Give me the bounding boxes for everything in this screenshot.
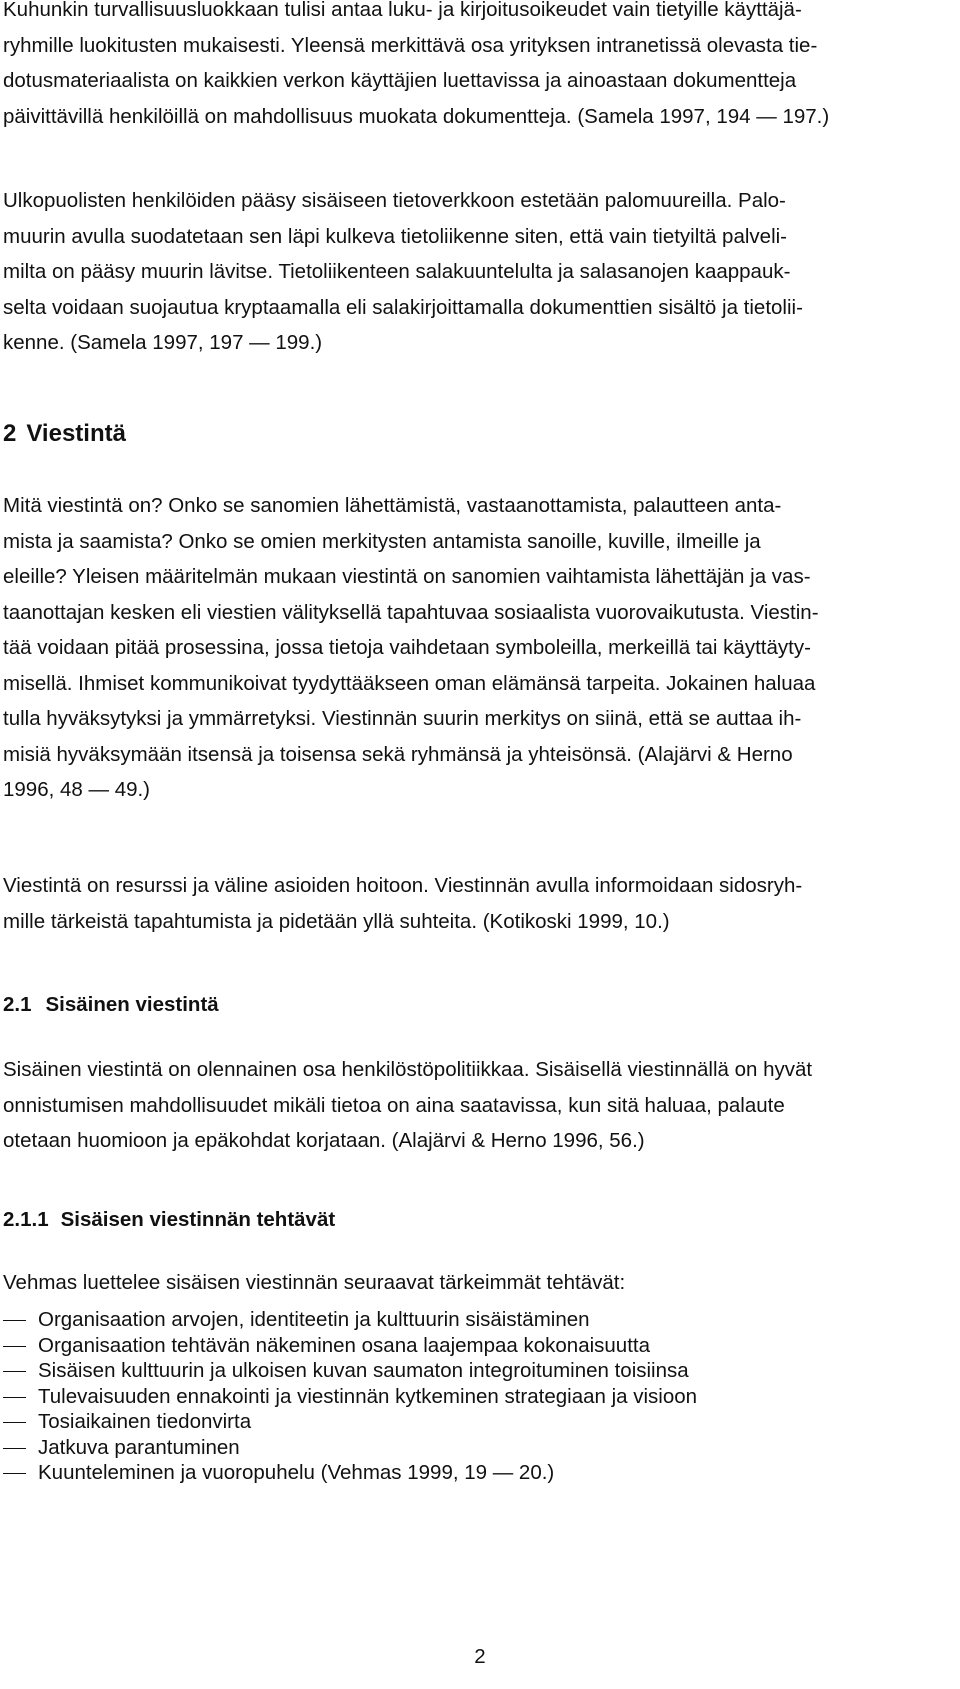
list-item [3, 1307, 697, 1333]
list-item-text: Organisaation tehtävän näkeminen osana laajempaa kokonaisuutta [38, 1333, 650, 1357]
heading-number: 2 [3, 420, 17, 447]
heading-text: Viestintä [26, 420, 126, 447]
section-heading-viestinta [3, 420, 126, 448]
text-line: muurin avulla suodatetaan sen läpi kulkeva tietoliikenne siten, että vain tietyiltä palveli- [3, 224, 788, 248]
paragraph-firewalls [3, 183, 883, 361]
text-line: selta voidaan suojautua kryptaamalla eli salakirjoittamalla dokumenttien sisältö ja tietolii- [3, 295, 803, 319]
list-item-text: Kuunteleminen ja vuoropuhelu (Vehmas 1999, 19 — 20.) [38, 1461, 555, 1484]
text-line: tää voidaan pitää prosessina, jossa tietoja vaihdetaan symboleilla, merkeillä tai käyttäyty- [3, 636, 811, 659]
text-line: Sisäinen viestintä on olennainen osa henkilöstöpolitiikkaa. Sisäisellä viestinnällä on hyvät [3, 1058, 813, 1081]
paragraph-internal-communication [3, 1052, 883, 1159]
text-line: Viestintä on resurssi ja väline asioiden hoitoon. Viestinnän avulla informoidaan sidosryh- [3, 874, 803, 897]
list-item-text: Organisaation arvojen, identiteetin ja kulttuurin sisäistäminen [38, 1308, 590, 1331]
text-line: Ulkopuolisten henkilöiden pääsy sisäiseen tietoverkkoon estetään palomuureilla. Palo- [3, 189, 786, 212]
text-line: otetaan huomioon ja epäkohdat korjataan. (Alajärvi & Herno 1996, 56.) [3, 1129, 645, 1152]
heading-text: Sisäisen viestinnän tehtävät [60, 1208, 336, 1231]
dash-bullet-icon [3, 1397, 26, 1398]
list-item [3, 1435, 697, 1461]
text-line: Mitä viestintä on? Onko se sanomien lähettämistä, vastaanottamista, palautteen anta- [3, 494, 782, 517]
text-line: taanottajan kesken eli viestien välityksellä tapahtuvaa sosiaalista vuorovaikutusta. Viestin- [3, 600, 819, 624]
heading-number: 2.1.1 [3, 1208, 49, 1231]
dash-bullet-icon [3, 1371, 26, 1372]
text-line: misellä. Ihmiset kommunikoivat tyydyttääkseen oman elämänsä tarpeita. Jokainen haluaa [3, 671, 816, 695]
paragraph-access-rights [3, 0, 883, 134]
text-line: onnistumisen mahdollisuudet mikäli tietoa on aina saatavissa, kun sitä haluaa, palaute [3, 1093, 785, 1117]
text-line: kenne. (Samela 1997, 197 — 199.) [3, 331, 323, 354]
dash-bullet-icon [3, 1473, 26, 1474]
text-line: eleille? Yleisen määritelmän mukaan viestintä on sanomien vaihtamista lähettäjän ja vas- [3, 565, 811, 588]
list-item [3, 1358, 697, 1384]
text-line: Vehmas luettelee sisäisen viestinnän seuraavat tärkeimmät tehtävät: [3, 1271, 626, 1294]
text-line: mille tärkeistä tapahtumista ja pidetään yllä suhteita. (Kotikoski 1999, 10.) [3, 909, 670, 933]
text-line: misiä hyväksymään itsensä ja toisensa sekä ryhmänsä ja yhteisönsä. (Alajärvi & Herno [3, 742, 793, 766]
text-line: päivittävillä henkilöillä on mahdollisuus muokata dokumentteja. (Samela 1997, 194 — 197.) [3, 104, 830, 128]
paragraph-list-intro [3, 1265, 883, 1301]
text-line: 1996, 48 — 49.) [3, 778, 151, 801]
list-item [3, 1460, 697, 1486]
subsection-heading-sisainen-viestinta [3, 993, 219, 1017]
list-item-text: Jatkuva parantuminen [38, 1435, 240, 1459]
paragraph-communication-resource [3, 868, 883, 939]
dash-bullet-icon [3, 1422, 26, 1423]
tasks-list [3, 1307, 697, 1486]
text-line: milta on pääsy muurin lävitse. Tietoliikenteen salakuuntelulta ja salasanojen kaappauk- [3, 260, 791, 283]
list-item-text: Tosiaikainen tiedonvirta [38, 1410, 252, 1433]
list-item [3, 1333, 697, 1359]
paragraph-what-is-communication [3, 488, 883, 808]
dash-bullet-icon [3, 1346, 26, 1347]
text-line: dotusmateriaalista on kaikkien verkon käyttäjien luettavissa ja ainoastaan dokumentteja [3, 69, 797, 92]
list-item [3, 1384, 697, 1410]
heading-text: Sisäinen viestintä [45, 993, 219, 1016]
heading-number: 2.1 [3, 993, 32, 1016]
page-number: 2 [474, 1645, 486, 1668]
dash-bullet-icon [3, 1320, 26, 1321]
dash-bullet-icon [3, 1448, 26, 1449]
list-item-text: Sisäisen kulttuurin ja ulkoisen kuvan saumaton integroituminen toisiinsa [38, 1359, 689, 1382]
text-line: Kuhunkin turvallisuusluokkaan tulisi antaa luku- ja kirjoitusoikeudet vain tietyille käyttäjä- [3, 0, 802, 21]
list-item-text: Tulevaisuuden ennakointi ja viestinnän kytkeminen strategiaan ja visioon [38, 1384, 698, 1408]
list-item [3, 1409, 697, 1435]
subsubsection-heading-tehtavat [3, 1208, 335, 1232]
text-line: ryhmille luokitusten mukaisesti. Yleensä merkittävä osa yrityksen intranetissä olevasta tie- [3, 33, 818, 57]
text-line: mista ja saamista? Onko se omien merkitysten antamista sanoille, kuville, ilmeille ja [3, 529, 761, 553]
text-line: tulla hyväksytyksi ja ymmärretyksi. Viestinnän suurin merkitys on siinä, että se auttaa ih- [3, 707, 802, 730]
